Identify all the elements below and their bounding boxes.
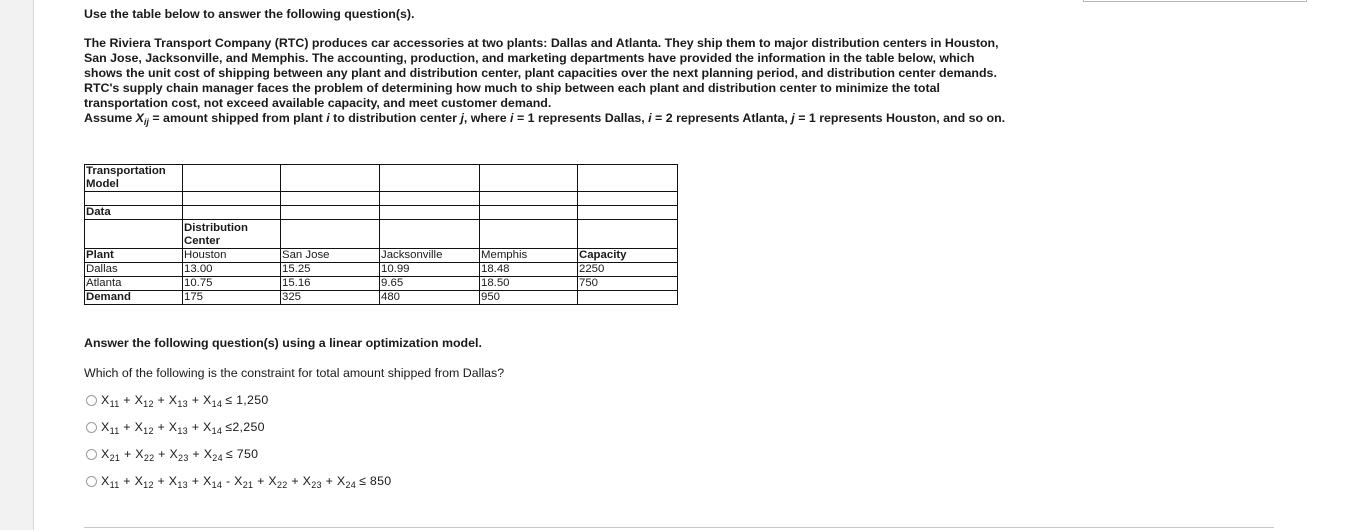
variable: X [203,392,212,407]
question-page [33,0,1357,530]
constraint-bound: ≤ 1,250 [225,392,269,407]
variable: X [101,392,110,407]
dc-header: Distribution Center [183,220,281,249]
cost-cell: 18.48 [480,263,578,277]
operator: + [287,473,303,488]
variable: X [134,392,144,407]
variable: X [101,419,110,434]
table-row [85,277,678,291]
radio-button[interactable] [86,395,97,406]
variable: X [168,419,178,434]
variable: X [134,419,144,434]
variable: X [101,446,110,461]
answer-options [86,387,391,495]
demand-cell: 950 [480,291,578,305]
variable-subscript: 24 [345,479,357,490]
operator: + [119,392,135,407]
operator: + [188,419,204,434]
table-row [85,263,678,277]
variable-subscript: 11 [109,425,120,436]
constraint-bound: ≤ 850 [359,473,392,488]
center-header: Memphis [480,249,578,263]
cost-cell: 9.65 [380,277,480,291]
radio-button[interactable] [86,422,97,433]
demand-cell: 480 [380,291,480,305]
transportation-table [84,164,678,305]
cost-cell: 13.00 [183,263,281,277]
operator: + [188,446,204,461]
variable: X [168,473,178,488]
variable: X [135,446,144,461]
demand-cell: 175 [183,291,281,305]
operator: + [154,446,170,461]
option-expression [101,420,265,436]
cost-cell: 10.75 [183,277,281,291]
operator: + [119,473,135,488]
assumption-text: Assume $X_{ij}$ = amount shipped from plant i to distribution center j, where i = 1 represents Dallas, i = 2 represents Atlanta, j = 1 represents Houston, and so on. [84,111,1006,127]
operator: + [119,419,135,434]
variable-subscript: 13 [177,398,188,409]
answer-option[interactable] [86,441,391,468]
data-label: Data [85,206,183,220]
operator: + [188,392,204,407]
operator: + [153,473,169,488]
radio-button[interactable] [86,476,97,487]
capacity-cell: 750 [578,277,678,291]
operator: + [253,473,269,488]
cost-cell: 15.16 [281,277,380,291]
scenario-paragraph: The Riviera Transport Company (RTC) produces car accessories at two plants: Dallas and Atlanta. They ship them to major distribution centers in Houston, San Jose, Jacksonville, and Memphis. The accounting, production, and marketing departments have provided the information in the table below, which shows the unit cost of shipping between any plant and distribution center, plant capacities over the next planning period, and distribution center demands. RTC's supply chain manager faces the problem of determining how much to ship between each plant and distribution center to minimize the total transportation cost, not exceed available capacity, and meet customer demand. [84,36,999,110]
plant-name: Atlanta [85,277,183,291]
demand-row [85,291,678,305]
variable-subscript: 22 [276,479,288,490]
capacity-header: Capacity [578,249,678,263]
table-title: Transportation Model [85,165,183,192]
option-expression [101,447,258,463]
variable-subscript: 23 [178,452,189,463]
radio-button[interactable] [86,449,97,460]
capacity-cell: 2250 [578,263,678,277]
demand-label: Demand [85,291,183,305]
variable: X [134,473,144,488]
plant-header: Plant [85,249,183,263]
variable-subscript: 14 [211,479,223,490]
variable: X [302,473,312,488]
question-content [84,7,1014,490]
variable-subscript: 11 [109,479,120,490]
variable-subscript: 22 [143,452,155,463]
center-header: San Jose [281,249,380,263]
answer-option[interactable] [86,414,391,441]
variable: X [234,473,243,488]
operator: + [321,473,337,488]
intro-text: Use the table below to answer the following question(s). [84,7,415,21]
variable: X [203,473,212,488]
variable: X [101,473,110,488]
variable-subscript: 13 [177,479,188,490]
option-expression [101,393,269,409]
table-header-row [85,249,678,263]
variable-subscript: 21 [109,452,121,463]
variable-subscript: 14 [211,398,223,409]
cost-cell: 18.50 [480,277,578,291]
operator: + [153,392,169,407]
instruction-text: Answer the following question(s) using a linear optimization model. [84,336,482,350]
variable-subscript: 23 [311,479,322,490]
variable: X [203,419,212,434]
variable: X [336,473,346,488]
plant-name: Dallas [85,263,183,277]
constraint-bound: ≤ 750 [225,446,259,461]
cost-cell: 15.25 [281,263,380,277]
top-right-panel [1083,0,1307,2]
center-header: Jacksonville [380,249,480,263]
variable-subscript: 12 [143,479,154,490]
variable-subscript: 24 [212,452,223,463]
center-header: Houston [183,249,281,263]
answer-option[interactable] [86,468,391,495]
operator: + [120,446,136,461]
variable-subscript: 14 [211,425,223,436]
variable-subscript: 12 [143,398,154,409]
variable-subscript: 13 [177,425,188,436]
divider [84,527,1274,528]
variable-subscript: 11 [109,398,120,409]
operator: + [188,473,204,488]
option-expression [101,474,391,490]
variable-subscript: 12 [143,425,154,436]
cost-cell: 10.99 [380,263,480,277]
demand-cell: 325 [281,291,380,305]
variable: X [169,446,179,461]
operator: - [222,473,235,488]
variable: X [268,473,277,488]
variable-subscript: 21 [242,479,254,490]
answer-option[interactable] [86,387,391,414]
constraint-bound: ≤2,250 [225,419,265,434]
operator: + [153,419,169,434]
variable: X [203,446,213,461]
question-text: Which of the following is the constraint for total amount shipped from Dallas? [84,366,505,380]
variable: X [168,392,178,407]
